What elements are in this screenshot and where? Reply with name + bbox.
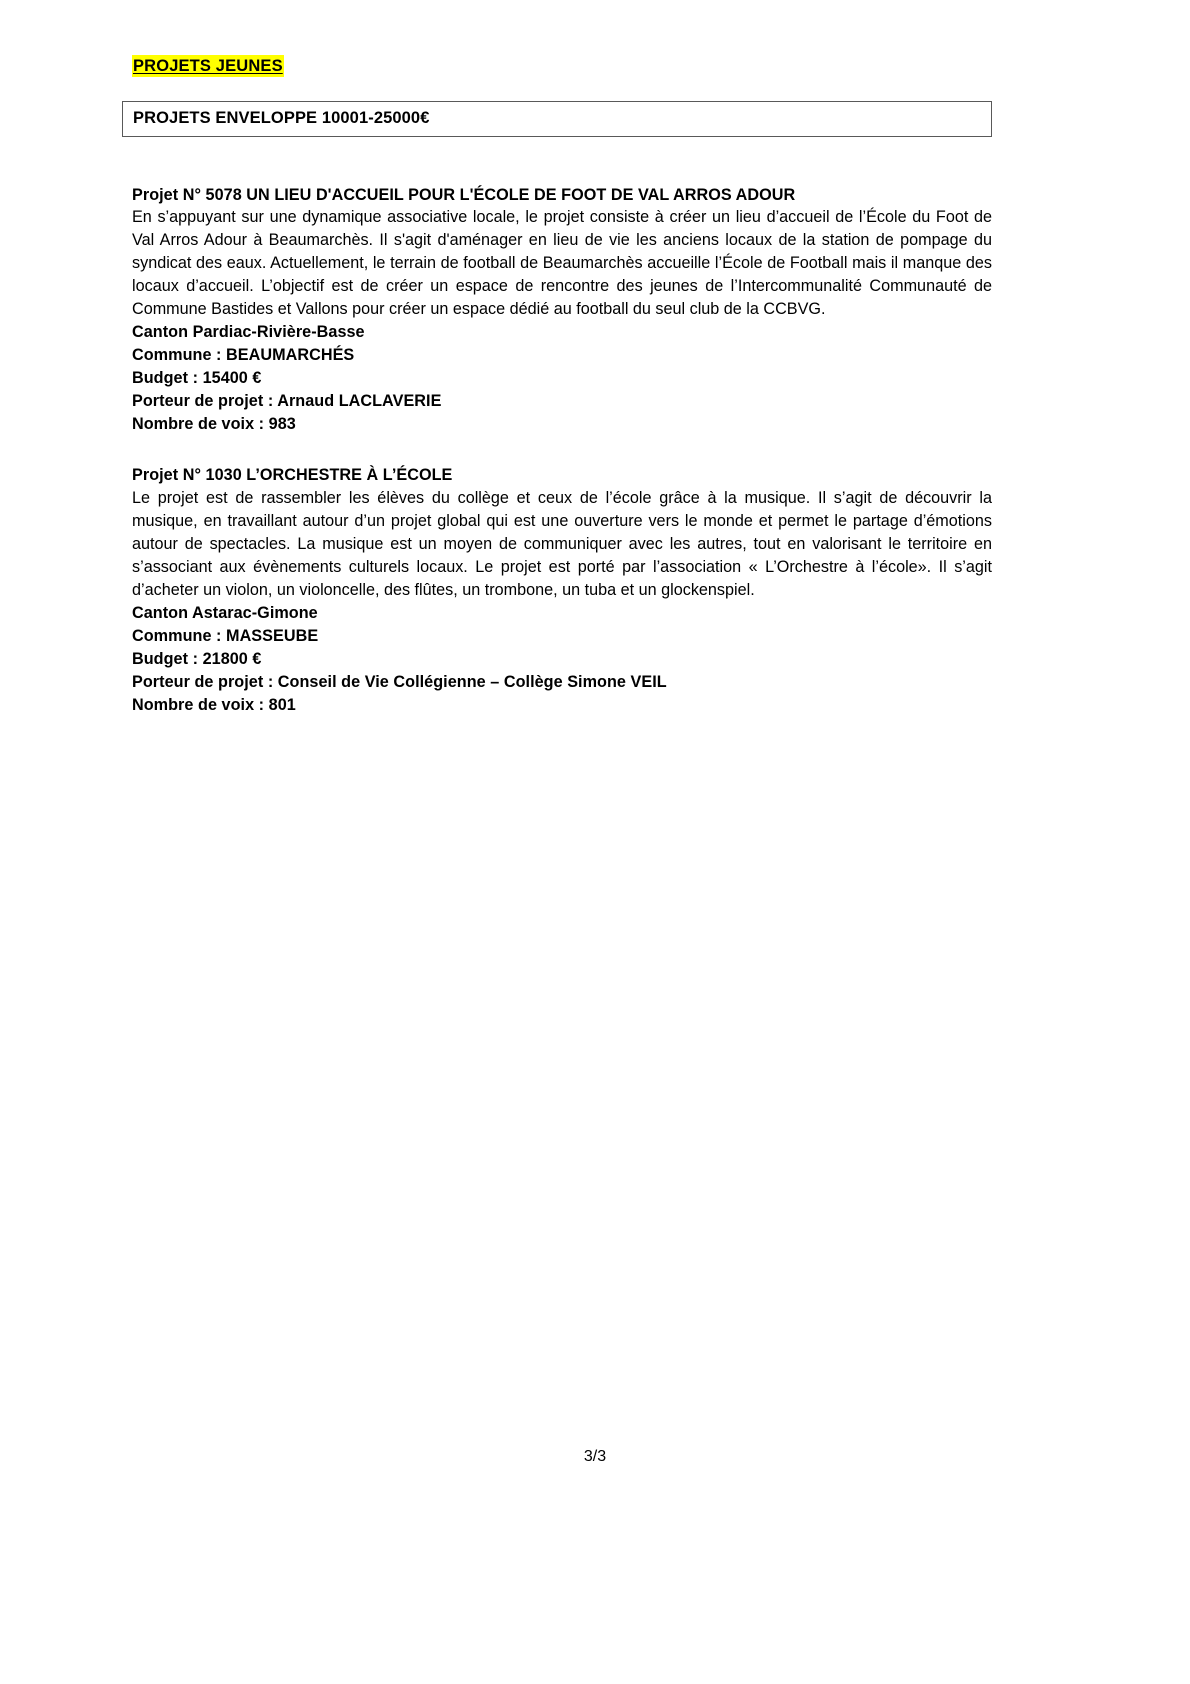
project-title: Projet N° 5078 UN LIEU D'ACCUEIL POUR L'ÉCOLE DE FOOT DE VAL ARROS ADOUR bbox=[132, 185, 796, 204]
envelope-heading-label: PROJETS ENVELOPPE 10001-25000€ bbox=[133, 108, 430, 127]
project-budget: Budget : 21800 € bbox=[132, 649, 262, 668]
project-description: En s’appuyant sur une dynamique associative locale, le projet consiste à créer un lieu d’accueil de l’École du Foot de Val Arros Adour à Beaumarchès. Il s'agit d'aménager en lieu de vie les anciens locaux de la station de pompage du syndicat des eaux. Actuellement, le terrain de football de Beaumarchès accueille l’École de Football mais il manque des locaux d’accueil. L’objectif est de créer un espace de rencontre des jeunes de l’Intercommunalité Communauté de Commune Bastides et Vallons pour créer un espace dédié au football du seul club de la CCBVG. bbox=[132, 208, 992, 319]
project-porteur: Porteur de projet : Arnaud LACLAVERIE bbox=[132, 392, 442, 411]
document-title-container bbox=[132, 55, 992, 77]
project-canton: Canton Pardiac-Rivière-Basse bbox=[132, 323, 365, 342]
project-nombre-de-voix: Nombre de voix : 801 bbox=[132, 695, 296, 714]
page-content bbox=[132, 0, 992, 717]
project-nombre-de-voix: Nombre de voix : 983 bbox=[132, 415, 296, 434]
project-canton: Canton Astarac-Gimone bbox=[132, 603, 318, 622]
project-commune: Commune : MASSEUBE bbox=[132, 626, 319, 645]
page-number-footer: 3/3 bbox=[583, 1448, 607, 1465]
project-description: Le projet est de rassembler les élèves du collège et ceux de l’école grâce à la musique. Il s’agit de découvrir la musique, en travaillant autour d’un projet global qui est une ouverture vers le monde et permet le partage d’émotions autour de spectacles. La musique est un moyen de communiquer avec les autres, tout en valorisant le territoire en s’associant aux évènements culturels locaux. Le projet est porté par l’association « L’Orchestre à l’école». Il s’agit d’acheter un violon, un violoncelle, des flûtes, un trombone, un tuba et un glockenspiel. bbox=[132, 488, 992, 599]
project-budget: Budget : 15400 € bbox=[132, 369, 262, 388]
project-title: Projet N° 1030 L’ORCHESTRE À L’ÉCOLE bbox=[132, 466, 453, 485]
project-entry-5078 bbox=[132, 184, 992, 437]
project-separator bbox=[132, 436, 992, 464]
envelope-heading-box bbox=[122, 101, 992, 137]
project-entry-1030 bbox=[132, 464, 992, 717]
page-title: PROJETS JEUNES bbox=[133, 57, 283, 75]
project-porteur: Porteur de projet : Conseil de Vie Collégienne – Collège Simone VEIL bbox=[132, 672, 667, 691]
project-commune: Commune : BEAUMARCHÉS bbox=[132, 346, 355, 365]
